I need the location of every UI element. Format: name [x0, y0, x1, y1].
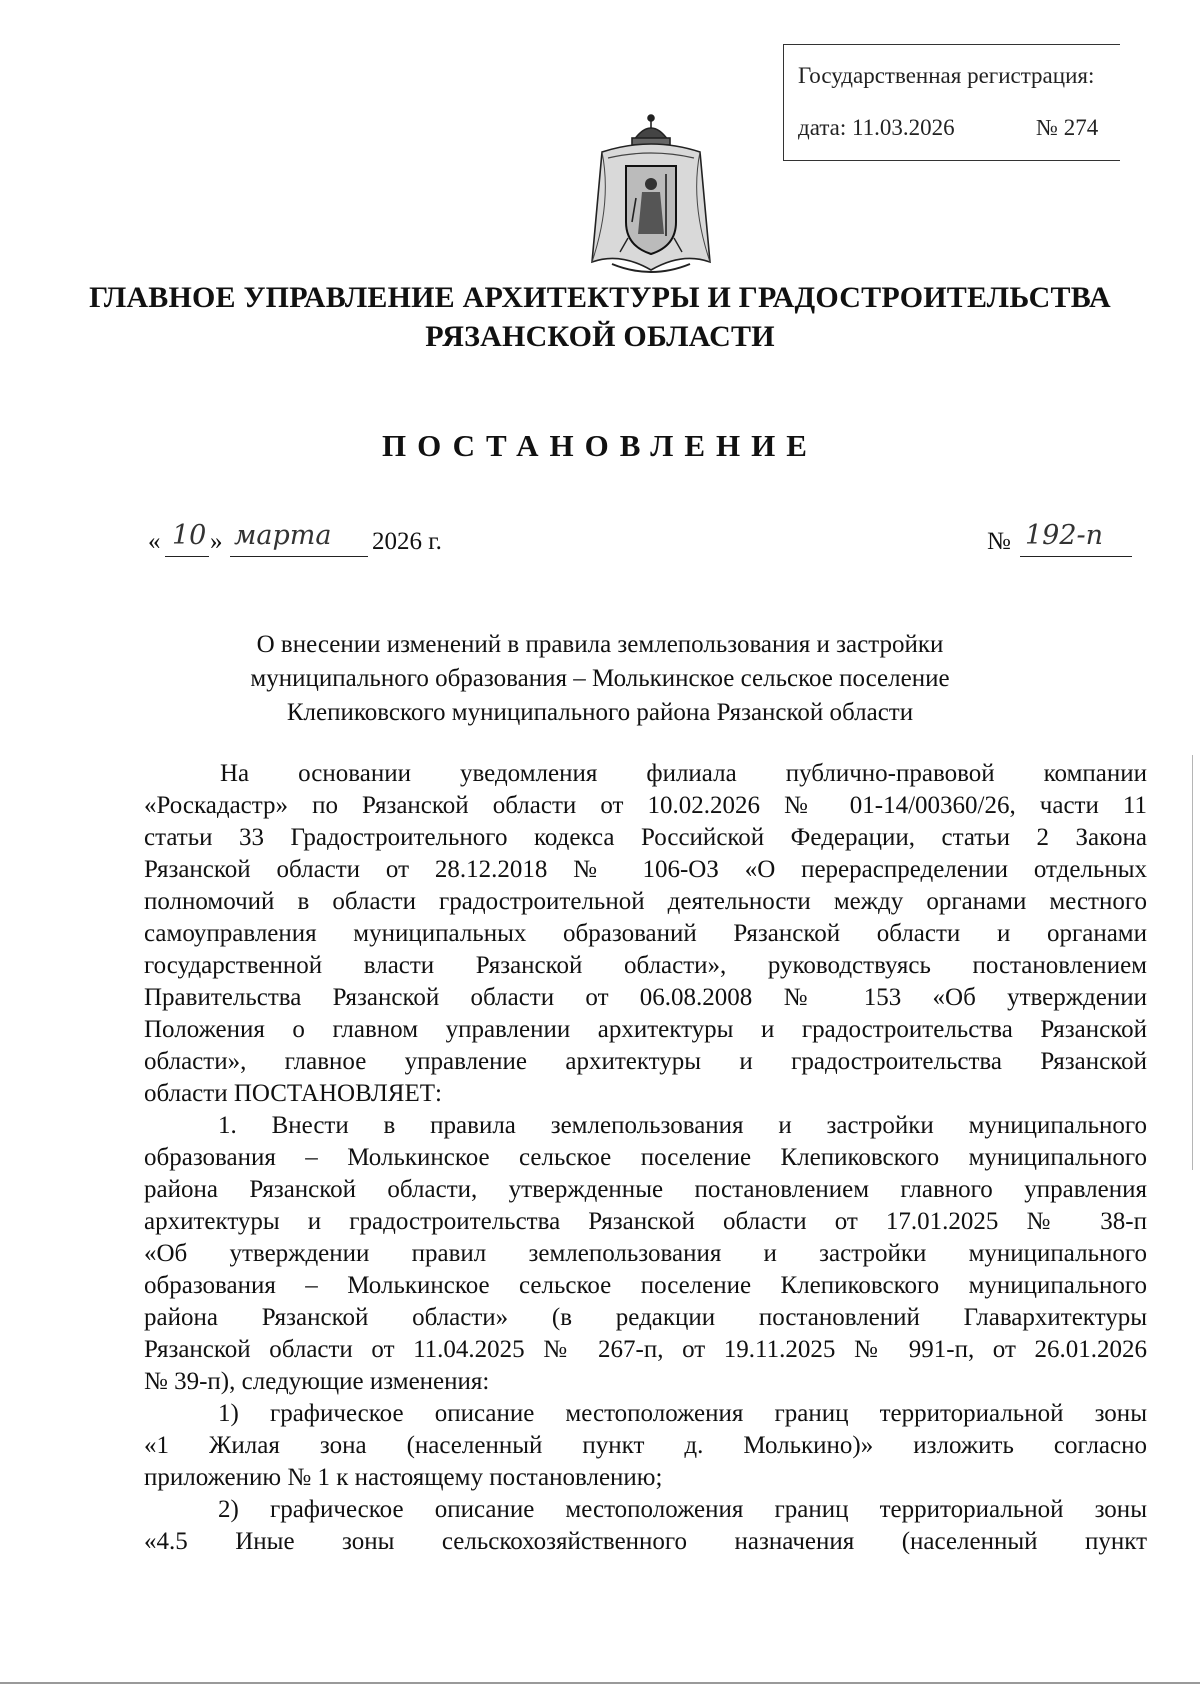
body-line: «1 Жилая зона (населенный пункт д. Молькино)» изложить согласно: [144, 1432, 1147, 1459]
body-line: государственной власти Рязанской области», руководствуясь постановлением: [144, 952, 1147, 979]
date-month: марта: [234, 520, 332, 551]
body-line: полномочий в области градостроительной деятельности между органами местного: [144, 888, 1147, 915]
body-paragraph-1: [144, 758, 1147, 1110]
body-paragraph-2: [144, 1110, 1147, 1398]
subject-line3: Клепиковского муниципального района Рязанской области: [286, 699, 914, 726]
body-line: Рязанской области от 11.04.2025 № 267-п, от 19.11.2025 № 991-п, от 26.01.2026: [144, 1336, 1147, 1363]
body-line: 2) графическое описание местоположения границ территориальной зоны: [218, 1496, 1147, 1523]
body-paragraph-4: [144, 1494, 1147, 1558]
body-line: На основании уведомления филиала публично-правовой компании: [220, 760, 1147, 787]
coat-of-arms-icon: [582, 112, 720, 280]
body-line: образования – Молькинское сельское поселение Клепиковского муниципального: [144, 1272, 1147, 1299]
stamp-date-line: [798, 115, 1099, 141]
order-number-sign: №: [987, 528, 1011, 555]
org-name-line1: ГЛАВНОЕ УПРАВЛЕНИЕ АРХИТЕКТУРЫ И ГРАДОСТРОИТЕЛЬСТВА: [89, 281, 1111, 314]
order-number-underline: [1020, 556, 1132, 557]
date-year: 2026 г.: [372, 528, 442, 555]
body-line: Рязанской области от 28.12.2018 № 106-ОЗ «О перераспределении отдельных: [144, 856, 1147, 883]
org-name-line2: РЯЗАНСКОЙ ОБЛАСТИ: [425, 320, 775, 353]
body-line: области», главное управление архитектуры и градостроительства Рязанской: [144, 1048, 1147, 1075]
body-line: статьи 33 Градостроительного кодекса Российской Федерации, статьи 2 Закона: [144, 824, 1147, 851]
body-line: Правительства Рязанской области от 06.08.2008 № 153 «Об утверждении: [144, 984, 1147, 1011]
date-open-quote: «: [148, 528, 161, 555]
stamp-date: дата: 11.03.2026: [798, 115, 955, 140]
body-line: «Роскадастр» по Рязанской области от 10.02.2026 № 01-14/00360/26, части 11: [144, 792, 1147, 819]
body-line: «Об утверждении правил землепользования и застройки муниципального: [144, 1240, 1147, 1267]
body-line: области ПОСТАНОВЛЯЕТ:: [144, 1080, 442, 1107]
order-number: 192-п: [1025, 520, 1104, 551]
date-day-underline: [165, 556, 209, 557]
date-close-quote: »: [210, 528, 223, 555]
subject-line2: муниципального образования – Молькинское сельское поселение: [250, 665, 950, 692]
body-line: образования – Молькинское сельское поселение Клепиковского муниципального: [144, 1144, 1147, 1171]
body-line: самоуправления муниципальных образований Рязанской области и органами: [144, 920, 1147, 947]
scan-bottom-edge: [0, 1682, 1200, 1684]
date-day: 10: [172, 520, 207, 551]
subject-line1: О внесении изменений в правила землепользования и застройки: [256, 631, 944, 658]
body-paragraph-3: [144, 1398, 1147, 1494]
body-line: «4.5 Иные зоны сельскохозяйственного назначения (населенный пункт: [144, 1528, 1147, 1555]
body-line: № 39-п), следующие изменения:: [144, 1368, 490, 1395]
body-line: 1. Внести в правила землепользования и застройки муниципального: [218, 1112, 1147, 1139]
body-line: архитектуры и градостроительства Рязанской области от 17.01.2025 № 38-п: [144, 1208, 1147, 1235]
document-type: ПОСТАНОВЛЕНИЕ: [382, 428, 818, 463]
date-month-underline: [230, 556, 368, 557]
stamp-number: № 274: [1036, 115, 1099, 140]
body-line: района Рязанской области» (в редакции постановлений Главархитектуры: [144, 1304, 1147, 1331]
scan-edge-mark: [1192, 755, 1193, 1170]
body-line: района Рязанской области, утвержденные постановлением главного управления: [144, 1176, 1147, 1203]
body-line: Положения о главном управлении архитектуры и градостроительства Рязанской: [144, 1016, 1147, 1043]
registration-stamp: [783, 44, 1120, 161]
body-line: 1) графическое описание местоположения границ территориальной зоны: [218, 1400, 1147, 1427]
stamp-title: Государственная регистрация:: [798, 63, 1095, 88]
body-line: приложению № 1 к настоящему постановлению;: [144, 1464, 663, 1491]
